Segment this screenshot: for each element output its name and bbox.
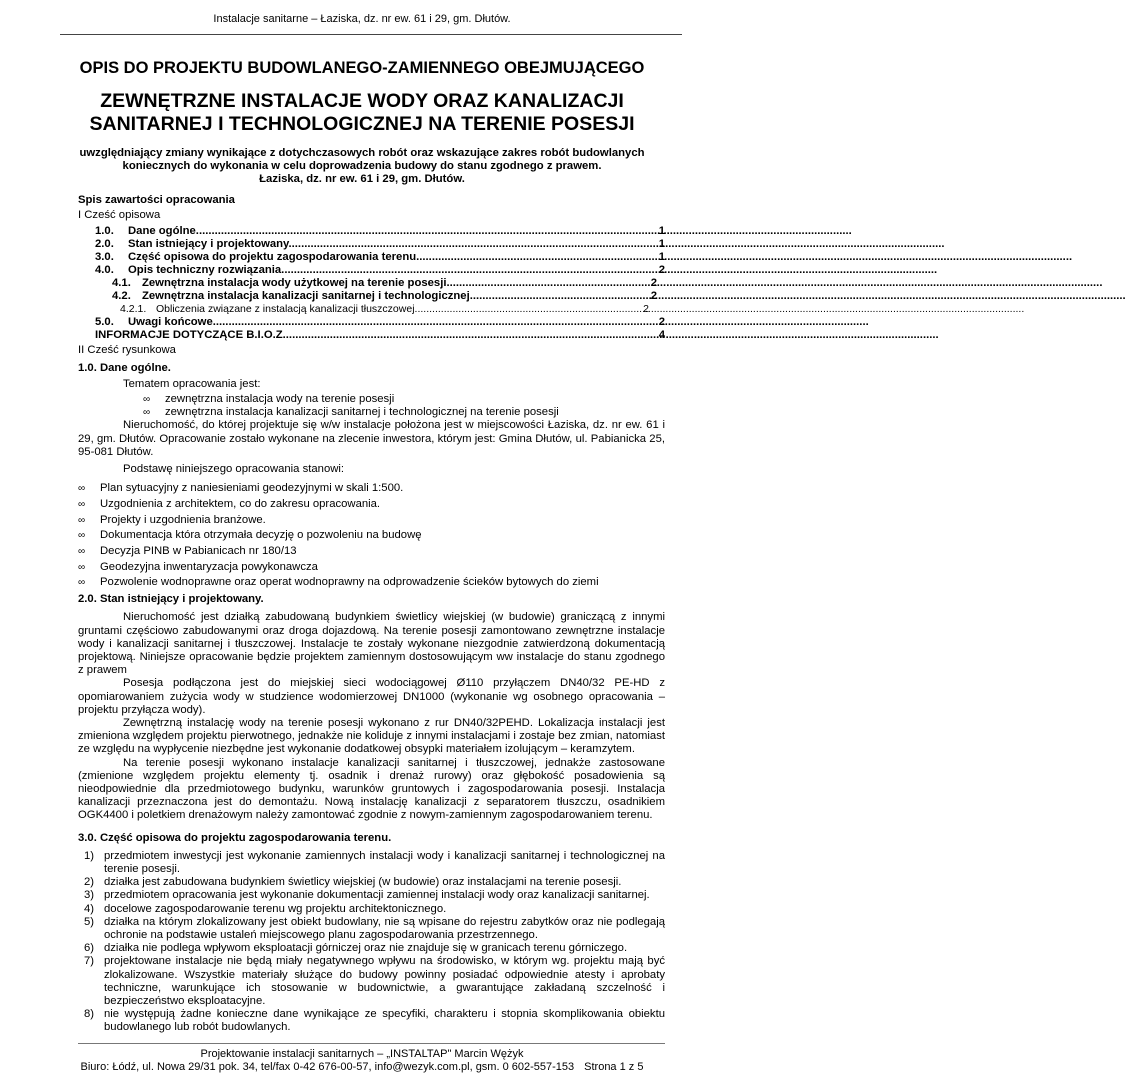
toc-number: 4.2.1.	[120, 303, 147, 316]
toc-number: 3.0.	[95, 251, 114, 264]
toc-label: Część opisowa do projektu zagospodarowania terenu.	[128, 251, 420, 264]
section-2-heading: 2.0. Stan istniejący i projektowany.	[78, 593, 264, 606]
list-item-text: przedmiotem opracowania jest wykonanie dokumentacji zamiennej instalacji wody oraz kanalizacji sanitarnej.	[104, 889, 650, 902]
list-number: 2)	[84, 876, 95, 889]
toc-entry[interactable]	[78, 225, 665, 238]
toc-number: 4.1.	[112, 277, 131, 290]
list-item	[143, 393, 663, 406]
list-item-text: Pozwolenie wodnoprawne oraz operat wodnoprawny na odprowadzenie ścieków bytowych do ziemi	[100, 576, 599, 589]
document-subtitle	[0, 147, 724, 186]
toc-page: 4	[658, 329, 665, 342]
toc-label: Dane ogólne.	[128, 225, 199, 238]
toc-entry[interactable]	[78, 290, 665, 303]
bullet-icon: ∞	[143, 394, 151, 406]
list-item-text: zewnętrzna instalacja kanalizacji sanitarnej i technologicznej na terenie posesji	[165, 406, 559, 419]
header-divider	[60, 34, 682, 35]
toc-entry[interactable]	[78, 329, 665, 342]
toc-label: Zewnętrzna instalacja wody użytkowej na terenie posesji.	[142, 277, 450, 290]
toc-page: 2	[658, 316, 665, 329]
list-item-text: docelowe zagospodarowanie terenu wg projektu architektonicznego.	[104, 902, 447, 915]
toc-entry[interactable]	[78, 238, 665, 251]
subject-line-2: SANITARNEJ I TECHNOLOGICZNEJ NA TERENIE POSESJI	[89, 113, 635, 135]
toc-leader	[216, 316, 659, 329]
list-number: 8)	[84, 1008, 95, 1021]
topic-list	[143, 393, 663, 419]
section-1-intro: Tematem opracowania jest:	[123, 377, 261, 390]
footer-company: Projektowanie instalacji sanitarnych – „INSTALTAP" Marcin Wężyk	[200, 1047, 524, 1060]
list-item	[78, 575, 665, 591]
list-item	[78, 955, 665, 1008]
list-item	[78, 916, 665, 942]
toc-number: 5.0.	[95, 316, 114, 329]
document-subject	[0, 90, 724, 136]
section-2-body	[78, 611, 665, 822]
toc-part-1: I Cześć opisowa	[78, 209, 161, 222]
toc-page: 2	[650, 277, 657, 290]
list-item-text: projektowane instalacje nie będą miały negatywnego wpływu na środowisko, w którym wg. projektu mają być zlokalizowane. Wszystkie materiały służące do budowy powinny posiadać odpowiednie atesty i aprobaty techniczne, warunkujące ich stosowanie w budownictwie, a gwarantujące zakładaną szczelność i bezpieczeństwo eksploatacyjne.	[104, 955, 665, 1008]
basis-list	[78, 481, 665, 591]
section-3-heading: 3.0. Część opisowa do projektu zagospodarowania terenu.	[78, 831, 392, 844]
list-item-text: Dokumentacja która otrzymała decyzję o pozwoleniu na budowę	[100, 529, 422, 542]
list-item	[78, 481, 665, 497]
toc-entry[interactable]	[78, 264, 665, 277]
list-item	[78, 560, 665, 576]
paragraph: Posesja podłączona jest do miejskiej sieci wodociągowej Ø110 przyłączem DN40/32 PE-HD z opomiarowaniem zużycia wody w studzience wodomierzowej DN1000 (wykonanie wg osobnego opracowania – projektu przyłącza wody).	[78, 677, 665, 716]
page-number: Strona 1 z 5	[584, 1060, 644, 1073]
list-item-text: Projekty i uzgodnienia branżowe.	[100, 513, 266, 526]
toc-leader	[286, 329, 659, 342]
bullet-icon: ∞	[78, 498, 86, 510]
list-item-text: działka jest zabudowana budynkiem świetlicy wiejskiej (w budowie) oraz instalacjami na terenie posesji.	[104, 876, 622, 889]
toc-leader	[473, 290, 651, 303]
toc-entry[interactable]	[78, 251, 665, 264]
toc-number: 4.2.	[112, 290, 131, 303]
subtitle-line: Łaziska, dz. nr ew. 61 i 29, gm. Dłutów.	[259, 173, 465, 185]
toc-label: Zewnętrzna instalacja kanalizacji sanitarnej i technologicznej.	[142, 290, 473, 303]
toc-page: 1	[658, 251, 665, 264]
list-item-text: nie występują żadne konieczne dane wynikające ze specyfiki, charakteru i stopnia skomplikowania obiektu budowlanego lub robót budowlanych.	[104, 1008, 665, 1034]
list-number: 5)	[84, 915, 95, 928]
footer-divider	[78, 1043, 665, 1044]
paragraph: Nieruchomość jest działką zabudowaną budynkiem świetlicy wiejskiej (w budowie) graniczącą z innymi gruntami częściowo zabudowanymi oraz droga dojazdową. Na terenie posesji zamontowano zewnętrzne instalacje wody i kanalizacji sanitarnej i tłuszczowej. Instalacje te zostały wykonane niezgodnie zatwierdzoną dokumentacją projektową. Niniejsze opracowanie będzie projektem zamiennym dostosowującym ww instalacje do stanu zgodnego z prawem	[78, 611, 665, 677]
toc-leader	[419, 251, 658, 264]
list-item-text: działka na którym zlokalizowany jest obiekt budowlany, nie są wpisane do rejestru zabytków oraz nie podlegają ochronie na podstawie ustaleń miejscowego planu zagospodarowania przestrzennego.	[104, 915, 665, 942]
document-title: OPIS DO PROJEKTU BUDOWLANEGO-ZAMIENNEGO OBEJMUJĄCEGO	[79, 59, 645, 77]
subtitle-line: koniecznych do wykonania w celu doprowadzenia budowy do stanu zgodnego z prawem.	[122, 160, 602, 172]
running-header: Instalacje sanitarne – Łaziska, dz. nr ew. 61 i 29, gm. Dłutów.	[213, 13, 511, 25]
toc-page: 2	[658, 264, 665, 277]
list-item	[78, 544, 665, 560]
toc-label: Opis techniczny rozwiązania.	[128, 264, 285, 277]
toc-leader	[284, 264, 658, 277]
list-item	[78, 497, 665, 513]
bullet-icon: ∞	[78, 530, 86, 542]
toc-entry[interactable]	[78, 277, 665, 290]
footer	[0, 1048, 724, 1074]
list-item	[78, 850, 665, 876]
list-number: 4)	[84, 902, 95, 915]
bullet-icon: ∞	[78, 483, 86, 495]
list-item	[78, 942, 665, 955]
list-item	[143, 406, 663, 419]
list-item-text: zewnętrzna instalacja wody na terenie posesji	[165, 393, 395, 406]
list-item-text: Uzgodnienia z architektem, co do zakresu opracowania.	[100, 497, 381, 510]
toc-page: 2	[650, 290, 657, 303]
footer-contact-row	[0, 1061, 724, 1074]
list-number: 7)	[84, 955, 95, 968]
toc-leader	[450, 277, 651, 290]
toc-page: 1	[658, 225, 665, 238]
bullet-icon: ∞	[78, 546, 86, 558]
list-item	[78, 903, 665, 916]
paragraph: Zewnętrzną instalację wody na terenie posesji wykonano z rur DN40/32PEHD. Lokalizacja instalacji jest zmieniona względem projektu pierwotnego, jednakże nie koliduje z innymi instalacjami i zostaje bez zmian, natomiast ze względu na wypłycenie niezbędne jest wykonanie dodatkowej obsypki materiałem izolującym – keramzytem.	[78, 716, 665, 756]
bullet-icon: ∞	[143, 407, 151, 419]
toc-number: 4.0.	[95, 264, 114, 277]
toc-entry[interactable]	[78, 303, 665, 316]
toc-leader	[292, 238, 659, 251]
toc-label: INFORMACJE DOTYCZĄCE B.I.O.Z.	[95, 329, 286, 342]
list-item	[78, 528, 665, 544]
basis-intro: Podstawę niniejszego opracowania stanowi:	[123, 463, 345, 476]
toc-label: Obliczenia związane z instalacją kanalizacji tłuszczowej.	[156, 303, 418, 316]
toc-page: 1	[658, 238, 665, 251]
subject-line-1: ZEWNĘTRZNE INSTALACJE WODY ORAZ KANALIZACJI	[100, 90, 624, 112]
list-item-text: działka nie podlega wpływom eksploatacji górniczej oraz nie znajduje się w granicach terenu górniczego.	[104, 942, 628, 955]
toc-entry[interactable]	[78, 316, 665, 329]
section-3-list	[78, 850, 665, 1035]
list-item	[78, 1008, 665, 1034]
paragraph: Na terenie posesji wykonano instalacje kanalizacji sanitarnej i tłuszczowej, jednakże zastosowane (zmienione względem projektu elementy tj. osadnik i drenaż rurowy) oraz głębokość posadowienia są nieodpowiednie dla przedmiotowego budynku, warunków gruntowych i zagospodarowania posesji. Instalacja kanalizacji przeznaczona jest do demontażu. Nową instalację kanalizacji z separatorem tłuszczu, osadnikiem OGK4400 i poletkiem drenażowym należy zamontować zgodnie z nowym-zamiennym zagospodarowaniem terenu.	[78, 756, 665, 822]
toc-leader	[417, 303, 643, 316]
list-item-text: Plan sytuacyjny z naniesieniami geodezyjnymi w skali 1:500.	[100, 482, 404, 495]
subtitle-line: uwzględniający zmiany wynikające z dotychczasowych robót oraz wskazujące zakres robót budowlanych	[79, 147, 645, 159]
toc-part-2: II Cześć rysunkowa	[78, 344, 176, 357]
list-item	[78, 876, 665, 889]
list-item-text: Geodezyjna inwentaryzacja powykonawcza	[100, 560, 318, 573]
table-of-contents	[78, 225, 665, 342]
bullet-icon: ∞	[78, 514, 86, 526]
toc-number: 1.0.	[95, 225, 114, 238]
toc-number: 2.0.	[95, 238, 114, 251]
bullet-icon: ∞	[78, 561, 86, 573]
toc-label: Stan istniejący i projektowany.	[128, 238, 292, 251]
list-number: 1)	[84, 849, 95, 862]
section-1-heading: 1.0. Dane ogólne.	[78, 361, 171, 374]
section-1-paragraph: Nieruchomość, do której projektuje się w/w instalacje położona jest w miejscowości Łaziska, dz. nr ew. 61 i 29, gm. Dłutów. Opracowanie zostało wykonane na zlecenie inwestora, którym jest: Gmina Dłutów, ul. Pabianicka 25, 95-081 Dłutów.	[78, 419, 665, 458]
footer-contact: Biuro: Łódź, ul. Nowa 29/31 pok. 34, tel/fax 0-42 676-00-57, info@wezyk.com.pl, gsm. 0 602-557-153	[80, 1060, 575, 1073]
list-item-text: Decyzja PINB w Pabianicach nr 180/13	[100, 545, 297, 558]
toc-heading: Spis zawartości opracowania	[78, 194, 235, 206]
toc-label: Uwagi końcowe.	[128, 316, 216, 329]
list-number: 3)	[84, 889, 95, 902]
list-item	[78, 513, 665, 529]
toc-page: 2	[643, 303, 649, 316]
list-item	[78, 889, 665, 902]
toc-leader	[199, 225, 659, 238]
list-item-text: przedmiotem inwestycji jest wykonanie zamiennych instalacji wody i kanalizacji sanitarnej i technologicznej na terenie posesji.	[104, 849, 665, 876]
bullet-icon: ∞	[78, 577, 86, 589]
list-number: 6)	[84, 942, 95, 955]
